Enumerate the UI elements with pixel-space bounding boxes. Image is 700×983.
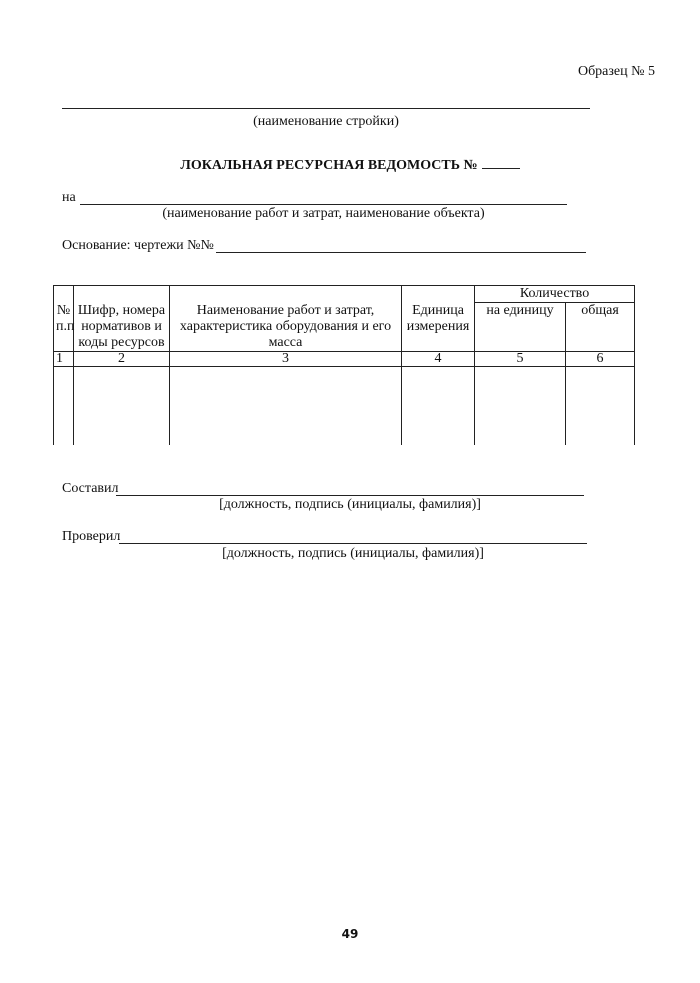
col-number-2: 2 [74,352,170,367]
works-name-caption: (наименование работ и затрат, наименование объекта) [162,206,485,221]
col-name-header: Наименование работ и затрат, характеристика оборудования и его масса [170,286,402,352]
col-unit-header: Единица измерения [402,286,475,352]
sample-number-label: Образец № 5 [577,64,655,79]
checked-by-label: Проверил [62,529,121,544]
checked-by-caption: [должность, подпись (инициалы, фамилия)] [222,546,484,561]
resource-table [53,285,635,445]
page-number: 49 [341,927,359,941]
statement-number-blank [482,156,520,169]
col-number-5: 5 [475,352,566,367]
construction-name-line [62,108,590,109]
document-title [60,156,640,174]
basis-label: Основание: чертежи №№ [62,238,214,253]
document-title-text: ЛОКАЛЬНАЯ РЕСУРСНАЯ ВЕДОМОСТЬ № [180,158,478,173]
construction-name-caption: (наименование стройки) [253,114,399,129]
compiled-by-line [116,495,584,496]
col-per-unit-header: на единицу [475,303,566,352]
works-name-line [80,204,567,205]
col-total-header: общая [566,303,635,352]
basis-line [216,252,586,253]
col-number-4: 4 [402,352,475,367]
table-numbering-row [54,352,635,367]
col-code-header: Шифр, номера нормативов и коды ресурсов [74,286,170,352]
col-quantity-header: Количество [475,286,635,303]
on-label: на [62,190,76,205]
col-number-3: 3 [170,352,402,367]
table-header-row [54,286,635,303]
checked-by-line [119,543,587,544]
col-number-6: 6 [566,352,635,367]
table-row [54,367,635,446]
compiled-by-label: Составил [62,481,119,496]
col-num-header: № п.п [54,286,74,352]
col-number-1: 1 [54,352,74,367]
compiled-by-caption: [должность, подпись (инициалы, фамилия)] [219,497,481,512]
